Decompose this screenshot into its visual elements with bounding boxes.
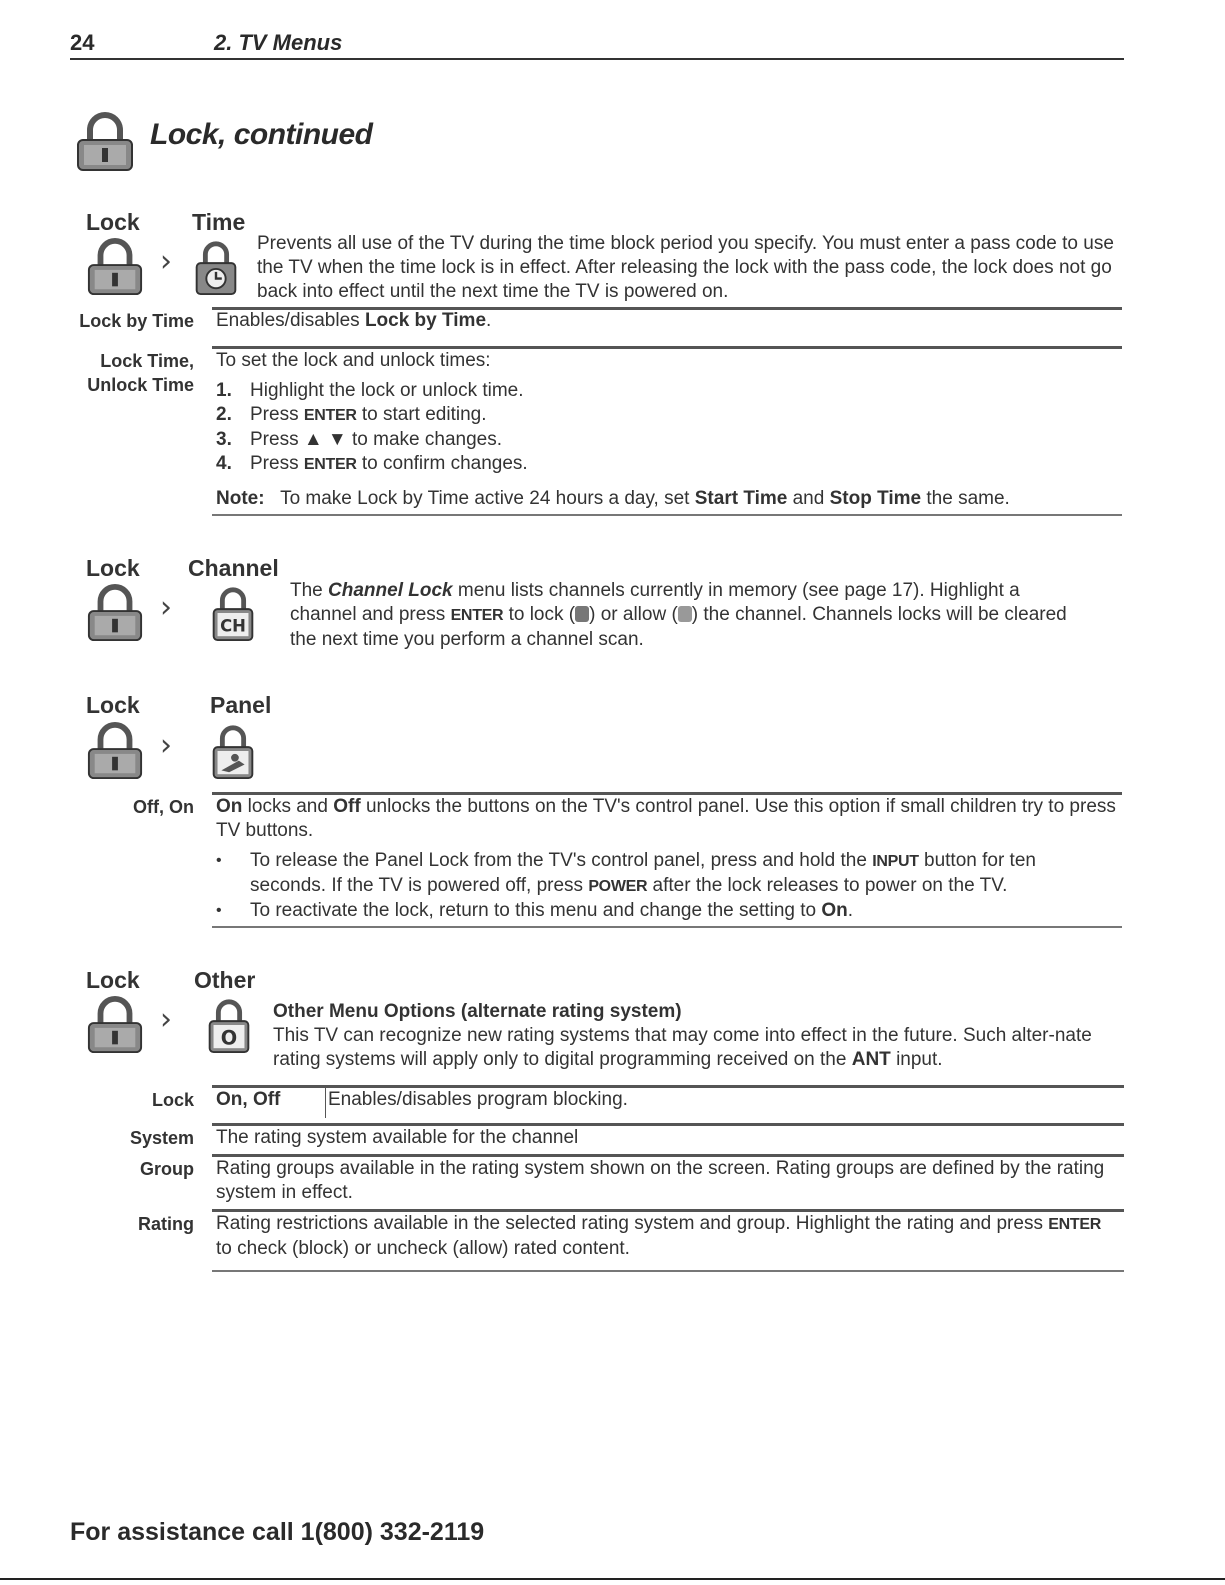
crumb-lock: Lock: [86, 692, 140, 718]
lock-by-time-desc: Enables/disables Lock by Time.: [216, 310, 492, 331]
footer-rule: [0, 1578, 1225, 1580]
list-item: 1. Highlight the lock or unlock time.: [216, 380, 524, 401]
panel-lock-icon: [208, 722, 258, 780]
channel-desc: The Channel Lock menu lists channels currently in memory (see page 17). Highlight a channel and press ENTER to lock ( ) or allow ( ) the channel. Channels locks will be cleared the next time you perform a channel scan.: [290, 580, 1067, 650]
list-item: 2. Press ENTER to start editing.: [216, 404, 487, 425]
rating-desc: Rating restrictions available in the selected rating system and group. Highlight the rating and press ENTER to check (block) or uncheck (allow) rated content.: [216, 1213, 1101, 1259]
rule: [212, 514, 1122, 516]
section-title: Lock, continued: [150, 118, 373, 151]
note: Note: To make Lock by Time active 24 hours a day, set Start Time and Stop Time the same.: [216, 488, 1010, 509]
panel-desc: On locks and Off unlocks the buttons on the TV's control panel. Use this option if small children try to press TV buttons. • To release the Panel Lock from the TV's control panel, press and hold the INPUT button for ten seconds. If the TV is powered off, press POWER after the lock releases to power on the TV. • To reactivate the lock, return to this menu and change the setting to On.: [216, 795, 1116, 923]
label-system: System: [129, 1128, 194, 1148]
lock-options: On, Off: [216, 1089, 281, 1110]
list-item: • To reactivate the lock, return to this menu and change the setting to On.: [216, 899, 1116, 923]
lock-icon: [84, 996, 146, 1054]
label-lock: Lock: [151, 1090, 194, 1110]
system-desc: The rating system available for the channel: [216, 1127, 579, 1148]
lock-icon: [74, 112, 136, 172]
list-item: • To release the Panel Lock from the TV's control panel, press and hold the INPUT button for ten seconds. If the TV is powered off, press POWER after the lock releases to power on the TV.: [216, 849, 1116, 899]
channel-lock-icon: [208, 584, 258, 642]
rule: [212, 926, 1122, 928]
lock-desc: Enables/disables program blocking.: [328, 1089, 628, 1110]
steps-list: [216, 379, 1116, 477]
lock-icon: [84, 584, 146, 642]
clock-lock-icon: [192, 238, 240, 296]
page-number: 24: [70, 30, 95, 55]
label-rating: Rating: [138, 1214, 194, 1234]
chevron-right-icon: ›: [160, 244, 172, 279]
label-group: Group: [140, 1159, 194, 1179]
list-item: 4. Press ENTER to confirm changes.: [216, 453, 528, 474]
group-desc: Rating groups available in the rating system shown on the screen. Rating groups are defined by the rating system in effect.: [216, 1158, 1105, 1203]
crumb-other: Other: [194, 967, 256, 993]
chevron-right-icon: ›: [160, 728, 172, 763]
other-rating-icon: [204, 996, 254, 1054]
svg-text:CH: CH: [220, 616, 246, 636]
lock-small-icon: [575, 606, 589, 622]
crumb-panel: Panel: [210, 692, 272, 718]
crumb-channel: Channel: [188, 555, 279, 581]
footer-assistance: For assistance call 1(800) 332-2119: [70, 1518, 485, 1546]
lock-icon: [84, 238, 146, 296]
label-lock-time: Lock Time, Unlock Time: [87, 351, 194, 395]
crumb-lock: Lock: [86, 555, 140, 581]
crumb-time: Time: [192, 209, 246, 235]
crumb-lock: Lock: [86, 967, 140, 993]
chevron-right-icon: ›: [160, 590, 172, 625]
panel-bullets: [216, 849, 1116, 923]
list-item: 3. Press ▲ ▼ to make changes.: [216, 429, 502, 450]
chapter-title: 2. TV Menus: [214, 30, 343, 55]
header-rule: [70, 58, 1124, 60]
unlock-small-icon: [678, 606, 692, 622]
crumb-lock: Lock: [86, 209, 140, 235]
lock-icon: [84, 722, 146, 780]
svg-text:O: O: [220, 1026, 238, 1050]
cell-divider: [325, 1088, 326, 1118]
lock-time-desc: To set the lock and unlock times: 1. Highlight the lock or unlock time. 2. Press ENTER to start editing. 3. Press ▲ ▼ to make changes. 4. Press ENTER to confirm changes. Note: To make Lock by Time active 24 hours a day, set Start Time and Stop Time the same.: [216, 349, 1116, 511]
chevron-right-icon: ›: [160, 1002, 172, 1037]
time-intro: Prevents all use of the TV during the time block period you specify. You must enter a pass code to use the TV when the time lock is in effect. After releasing the lock with the pass code, the lock does not go back into effect until the next time the TV is powered on.: [257, 233, 1114, 302]
other-desc: Other Menu Options (alternate rating system) This TV can recognize new rating systems that may come into effect in the future. Such alter-nate rating systems will apply only to digital programming received on the ANT input.: [273, 1001, 1092, 1070]
rule: [212, 1270, 1124, 1272]
label-off-on: Off, On: [133, 797, 194, 817]
label-lock-by-time: Lock by Time: [79, 311, 194, 331]
